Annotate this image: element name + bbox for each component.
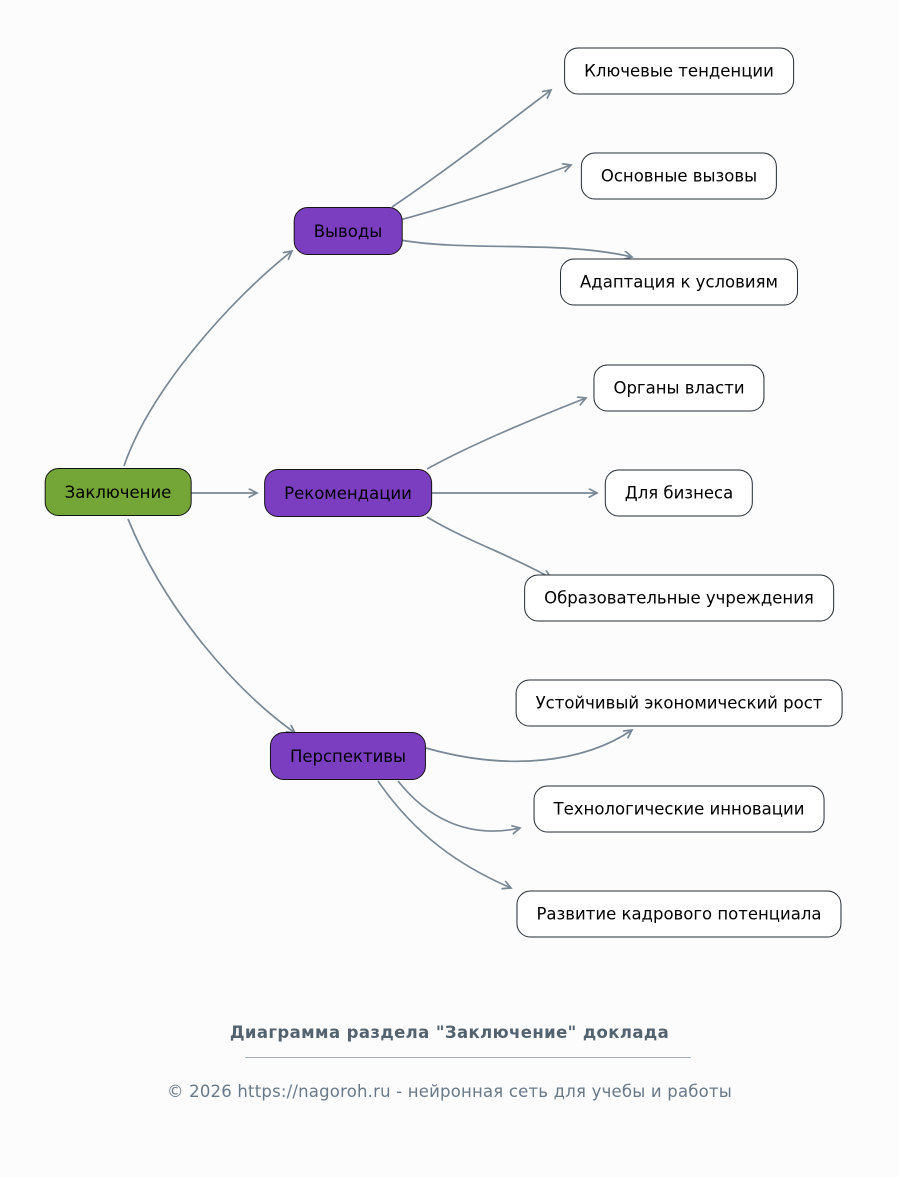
- edge: [427, 398, 586, 469]
- leaf-node: Органы власти: [593, 365, 764, 412]
- edge: [392, 90, 551, 207]
- edge: [400, 240, 632, 257]
- leaf-node: Адаптация к условиям: [560, 259, 798, 306]
- edge: [426, 730, 632, 761]
- footer-title: Диаграмма раздела "Заключение" доклада: [229, 1023, 670, 1042]
- edge: [398, 781, 520, 831]
- edge: [124, 251, 292, 466]
- branch-node-vyvody: Выводы: [294, 207, 403, 255]
- root-node: Заключение: [45, 468, 192, 516]
- edge: [128, 519, 295, 733]
- leaf-node: Технологические инновации: [534, 786, 825, 833]
- leaf-node: Развитие кадрового потенциала: [516, 891, 841, 938]
- leaf-node: Устойчивый экономический рост: [516, 680, 843, 727]
- footer-divider: [245, 1057, 691, 1058]
- edge: [427, 517, 551, 578]
- edge: [378, 781, 511, 888]
- branch-node-rekomendacii: Рекомендации: [264, 469, 432, 517]
- edge: [400, 165, 571, 220]
- leaf-node: Образовательные учреждения: [524, 575, 834, 622]
- leaf-node: Для бизнеса: [605, 470, 753, 517]
- leaf-node: Основные вызовы: [581, 153, 777, 200]
- leaf-node: Ключевые тенденции: [564, 48, 794, 95]
- footer-copyright: © 2026 https://nagoroh.ru - нейронная сеть для учебы и работы: [167, 1082, 732, 1101]
- branch-node-perspektivy: Перспективы: [270, 732, 426, 780]
